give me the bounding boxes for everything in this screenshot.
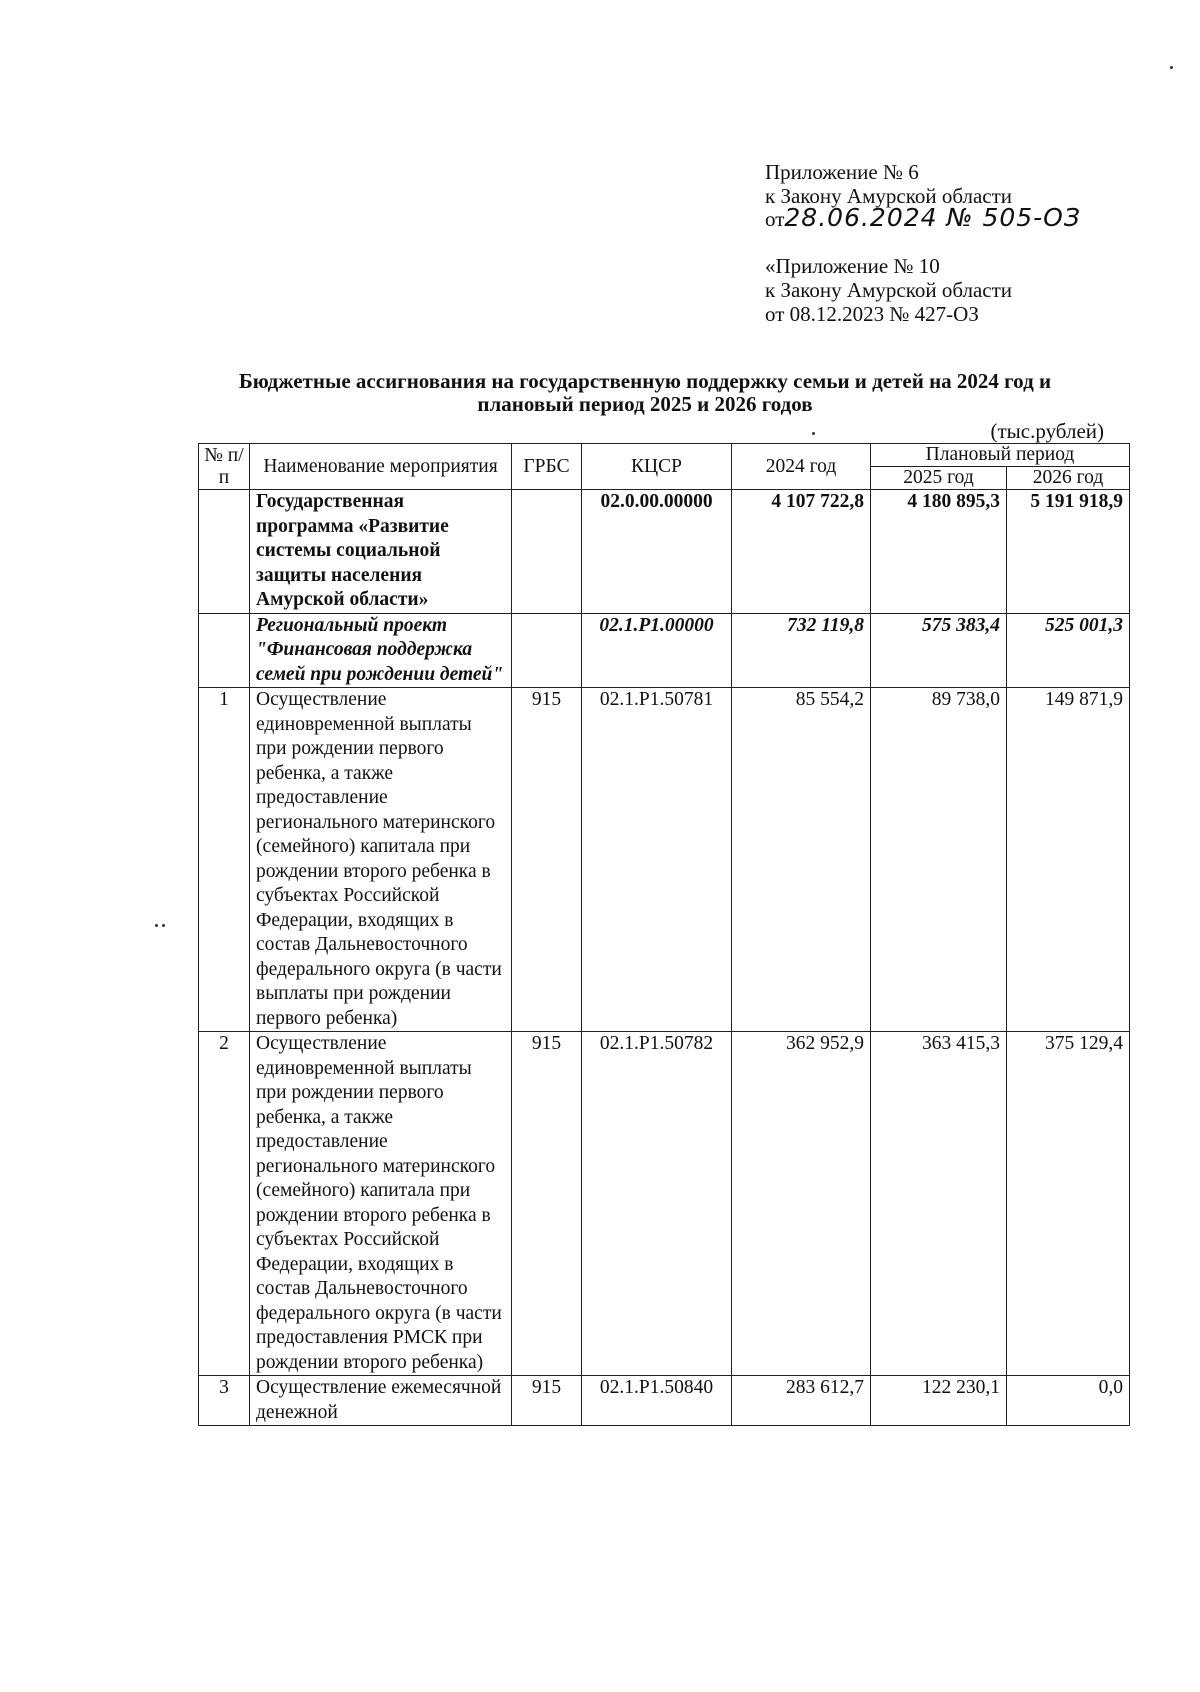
cell-grbs: 915 [512, 1032, 582, 1376]
header-kcsr: КЦСР [582, 444, 732, 490]
header-2025: 2025 год [871, 467, 1007, 490]
cell-2026: 5 191 918,9 [1007, 490, 1130, 614]
cell-grbs [512, 613, 582, 688]
header-no: № п/п [199, 444, 250, 490]
cell-no [199, 613, 250, 688]
appendix-block [765, 160, 1081, 231]
table-row [199, 1032, 1130, 1376]
cell-2026: 375 129,4 [1007, 1032, 1130, 1376]
cell-kcsr: 02.1.P1.50840 [582, 1376, 732, 1426]
header-2026: 2026 год [1007, 467, 1130, 490]
cell-no [199, 490, 250, 614]
table-row [199, 613, 1130, 688]
prior-appendix-line1: «Приложение № 10 [765, 254, 940, 278]
cell-2025: 89 738,0 [871, 688, 1007, 1032]
cell-kcsr: 02.0.00.00000 [582, 490, 732, 614]
cell-2026: 0,0 [1007, 1376, 1130, 1426]
table-row [199, 1376, 1130, 1426]
appendix-line3 [765, 203, 1081, 232]
scan-speck [155, 924, 158, 927]
cell-2025: 575 383,4 [871, 613, 1007, 688]
header-name: Наименование мероприятия [250, 444, 512, 490]
cell-2024: 4 107 722,8 [732, 490, 871, 614]
table-row [199, 688, 1130, 1032]
cell-name: Государственная программа «Развитие системы социальной защиты населения Амурской области» [250, 490, 512, 614]
cell-name: Региональный проект "Финансовая поддержка семей при рождении детей" [250, 613, 512, 688]
scan-speck [812, 432, 815, 435]
cell-2025: 122 230,1 [871, 1376, 1007, 1426]
header-grbs: ГРБС [512, 444, 582, 490]
cell-name: Осуществление единовременной выплаты при рождении первого ребенка, а также предоставление регионального материнского (семейного) капитала при рождении второго ребенка в субъектах Российской Федерации, входящих в состав Дальневосточного федерального округа (в части выплаты при рождении первого ребенка) [250, 688, 512, 1032]
appendix-line2: к Закону Амурской области [765, 184, 1013, 208]
cell-no: 3 [199, 1376, 250, 1426]
prior-appendix-line3: от 08.12.2023 № 427-ОЗ [765, 302, 979, 326]
table-row [199, 490, 1130, 614]
appendix-line1: Приложение № 6 [765, 160, 919, 184]
cell-no: 2 [199, 1032, 250, 1376]
cell-2024: 85 554,2 [732, 688, 871, 1032]
cell-name: Осуществление единовременной выплаты при рождении первого ребенка, а также предоставление регионального материнского (семейного) капитала при рождении второго ребенка в субъектах Российской Федерации, входящих в состав Дальневосточного федерального округа (в части предоставления РМСК при рождении второго ребенка) [250, 1032, 512, 1376]
appendix-date-prefix: от [765, 207, 785, 231]
header-plan-period: Плановый период [871, 444, 1130, 467]
handwritten-date-number: 28.06.2024 № 505-ОЗ [784, 203, 1081, 232]
units-label: (тыс.рублей) [990, 419, 1104, 443]
cell-kcsr: 02.1.P1.50782 [582, 1032, 732, 1376]
scan-speck [1170, 66, 1173, 69]
cell-2024: 362 952,9 [732, 1032, 871, 1376]
document-title [180, 370, 1110, 416]
cell-2024: 732 119,8 [732, 613, 871, 688]
cell-2025: 363 415,3 [871, 1032, 1007, 1376]
cell-name: Осуществление ежемесячной денежной [250, 1376, 512, 1426]
budget-table [198, 443, 1130, 1426]
cell-2026: 525 001,3 [1007, 613, 1130, 688]
cell-no: 1 [199, 688, 250, 1032]
prior-appendix-block [765, 254, 1012, 326]
cell-kcsr: 02.1.P1.00000 [582, 613, 732, 688]
prior-appendix-line2: к Закону Амурской области [765, 278, 1013, 302]
cell-grbs: 915 [512, 1376, 582, 1426]
cell-kcsr: 02.1.P1.50781 [582, 688, 732, 1032]
scan-speck [162, 924, 165, 927]
title-line1: Бюджетные ассигнования на государственную поддержку семьи и детей на 2024 год и [238, 369, 1052, 393]
cell-2024: 283 612,7 [732, 1376, 871, 1426]
cell-2025: 4 180 895,3 [871, 490, 1007, 614]
title-line2: плановый период 2025 и 2026 годов [477, 392, 813, 416]
cell-2026: 149 871,9 [1007, 688, 1130, 1032]
header-2024: 2024 год [732, 444, 871, 490]
cell-grbs: 915 [512, 688, 582, 1032]
cell-grbs [512, 490, 582, 614]
